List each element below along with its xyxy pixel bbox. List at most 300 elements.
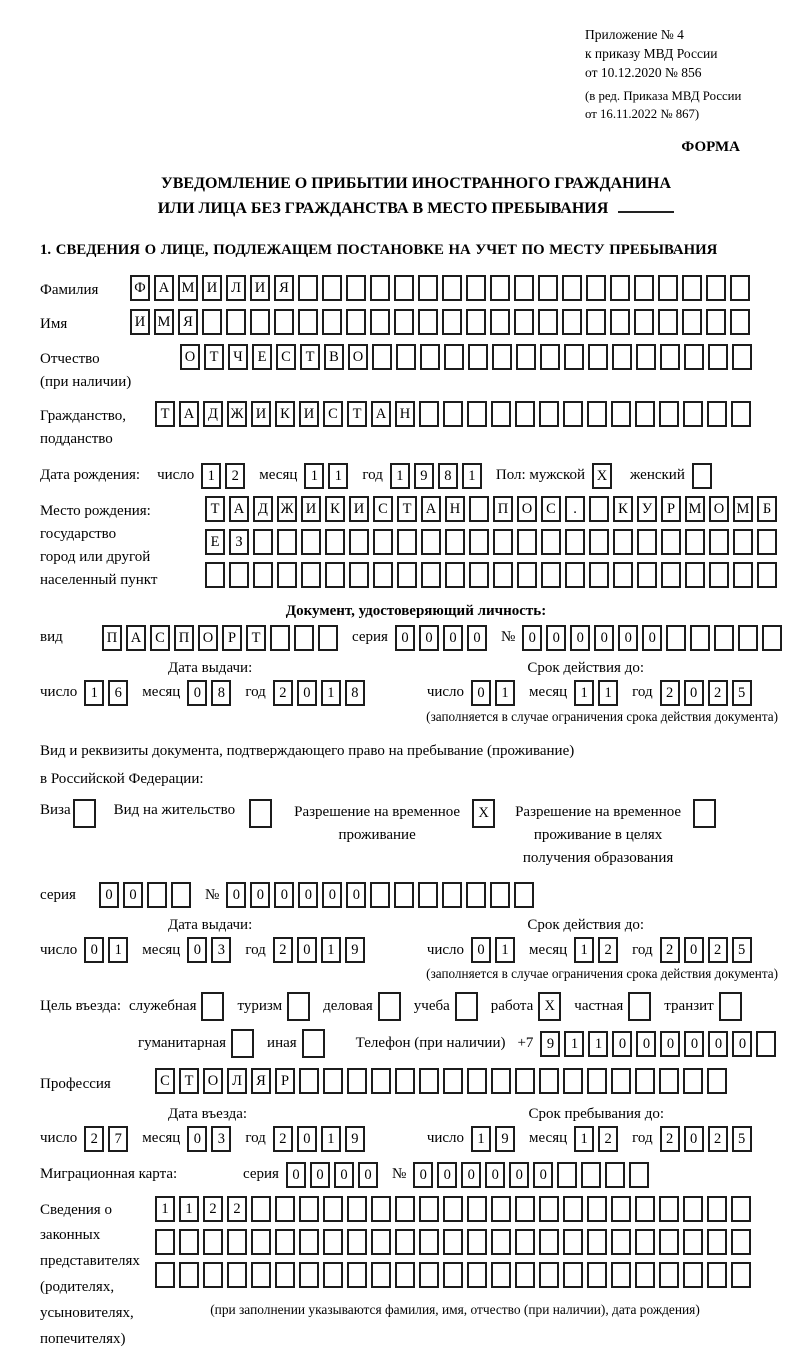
- char-cell[interactable]: [346, 275, 366, 301]
- char-cell[interactable]: 1: [598, 680, 618, 706]
- char-cell[interactable]: И: [251, 401, 271, 427]
- char-cell[interactable]: [397, 529, 417, 555]
- char-cell[interactable]: 2: [708, 1126, 728, 1152]
- char-cell[interactable]: [349, 562, 369, 588]
- char-cell[interactable]: С: [373, 496, 393, 522]
- char-cell[interactable]: [757, 562, 777, 588]
- char-cell[interactable]: 0: [123, 882, 143, 908]
- char-cell[interactable]: [709, 562, 729, 588]
- char-cell[interactable]: 0: [522, 625, 542, 651]
- char-cell[interactable]: [692, 463, 712, 489]
- char-cell[interactable]: Д: [253, 496, 273, 522]
- char-cell[interactable]: [610, 309, 630, 335]
- char-cell[interactable]: 0: [437, 1162, 457, 1188]
- char-cell[interactable]: Т: [155, 401, 175, 427]
- char-cell[interactable]: [299, 1262, 319, 1288]
- char-cell[interactable]: [515, 1068, 535, 1094]
- char-cell[interactable]: Т: [397, 496, 417, 522]
- char-cell[interactable]: [562, 275, 582, 301]
- char-cell[interactable]: [635, 1262, 655, 1288]
- char-cell[interactable]: [203, 1262, 223, 1288]
- char-cell[interactable]: А: [154, 275, 174, 301]
- char-cell[interactable]: [587, 1262, 607, 1288]
- char-cell[interactable]: [443, 1196, 463, 1222]
- char-cell[interactable]: [251, 1262, 271, 1288]
- char-cell[interactable]: Т: [300, 344, 320, 370]
- char-cell[interactable]: [514, 275, 534, 301]
- char-cell[interactable]: И: [250, 275, 270, 301]
- char-cell[interactable]: [491, 1196, 511, 1222]
- char-cell[interactable]: 0: [684, 1031, 704, 1057]
- char-cell[interactable]: [420, 344, 440, 370]
- char-cell[interactable]: С: [276, 344, 296, 370]
- char-cell[interactable]: 3: [211, 1126, 231, 1152]
- char-cell[interactable]: А: [421, 496, 441, 522]
- char-cell[interactable]: [540, 344, 560, 370]
- char-cell[interactable]: [275, 1229, 295, 1255]
- char-cell[interactable]: [612, 344, 632, 370]
- char-cell[interactable]: 2: [227, 1196, 247, 1222]
- char-cell[interactable]: 0: [708, 1031, 728, 1057]
- char-cell[interactable]: [370, 309, 390, 335]
- char-cell[interactable]: 0: [594, 625, 614, 651]
- char-cell[interactable]: 0: [546, 625, 566, 651]
- char-cell[interactable]: X: [472, 799, 495, 828]
- char-cell[interactable]: [227, 1229, 247, 1255]
- char-cell[interactable]: 0: [187, 937, 207, 963]
- char-cell[interactable]: О: [180, 344, 200, 370]
- char-cell[interactable]: 1: [390, 463, 410, 489]
- char-cell[interactable]: [539, 401, 559, 427]
- char-cell[interactable]: 0: [250, 882, 270, 908]
- char-cell[interactable]: [299, 1068, 319, 1094]
- char-cell[interactable]: 0: [346, 882, 366, 908]
- char-cell[interactable]: [466, 275, 486, 301]
- char-cell[interactable]: 2: [225, 463, 245, 489]
- char-cell[interactable]: [444, 344, 464, 370]
- char-cell[interactable]: [318, 625, 338, 651]
- char-cell[interactable]: Т: [246, 625, 266, 651]
- char-cell[interactable]: [611, 1068, 631, 1094]
- char-cell[interactable]: 0: [419, 625, 439, 651]
- char-cell[interactable]: [517, 562, 537, 588]
- char-cell[interactable]: А: [229, 496, 249, 522]
- char-cell[interactable]: [666, 625, 686, 651]
- char-cell[interactable]: [683, 1196, 703, 1222]
- char-cell[interactable]: [299, 1196, 319, 1222]
- char-cell[interactable]: [731, 1262, 751, 1288]
- char-cell[interactable]: У: [637, 496, 657, 522]
- char-cell[interactable]: [491, 401, 511, 427]
- char-cell[interactable]: Ж: [227, 401, 247, 427]
- char-cell[interactable]: 0: [413, 1162, 433, 1188]
- char-cell[interactable]: [370, 275, 390, 301]
- char-cell[interactable]: [373, 562, 393, 588]
- char-cell[interactable]: И: [299, 401, 319, 427]
- char-cell[interactable]: [323, 1196, 343, 1222]
- char-cell[interactable]: 5: [732, 1126, 752, 1152]
- char-cell[interactable]: [683, 1262, 703, 1288]
- char-cell[interactable]: X: [592, 463, 612, 489]
- char-cell[interactable]: [587, 1068, 607, 1094]
- char-cell[interactable]: [347, 1068, 367, 1094]
- char-cell[interactable]: 0: [298, 882, 318, 908]
- char-cell[interactable]: И: [202, 275, 222, 301]
- char-cell[interactable]: [203, 1229, 223, 1255]
- char-cell[interactable]: 9: [414, 463, 434, 489]
- char-cell[interactable]: [205, 562, 225, 588]
- char-cell[interactable]: [660, 344, 680, 370]
- char-cell[interactable]: 0: [660, 1031, 680, 1057]
- char-cell[interactable]: [563, 1068, 583, 1094]
- char-cell[interactable]: [539, 1196, 559, 1222]
- char-cell[interactable]: [395, 1229, 415, 1255]
- char-cell[interactable]: С: [155, 1068, 175, 1094]
- char-cell[interactable]: [707, 1262, 727, 1288]
- char-cell[interactable]: [731, 1196, 751, 1222]
- char-cell[interactable]: [394, 309, 414, 335]
- char-cell[interactable]: 0: [395, 625, 415, 651]
- char-cell[interactable]: 1: [321, 680, 341, 706]
- char-cell[interactable]: [396, 344, 416, 370]
- char-cell[interactable]: 0: [485, 1162, 505, 1188]
- char-cell[interactable]: 0: [684, 680, 704, 706]
- char-cell[interactable]: М: [733, 496, 753, 522]
- char-cell[interactable]: П: [174, 625, 194, 651]
- char-cell[interactable]: 0: [570, 625, 590, 651]
- char-cell[interactable]: [587, 1229, 607, 1255]
- char-cell[interactable]: К: [325, 496, 345, 522]
- char-cell[interactable]: [251, 1229, 271, 1255]
- char-cell[interactable]: [611, 1229, 631, 1255]
- char-cell[interactable]: [469, 496, 489, 522]
- char-cell[interactable]: [493, 562, 513, 588]
- char-cell[interactable]: 1: [462, 463, 482, 489]
- char-cell[interactable]: [469, 562, 489, 588]
- char-cell[interactable]: [541, 562, 561, 588]
- char-cell[interactable]: 1: [495, 937, 515, 963]
- char-cell[interactable]: [732, 344, 752, 370]
- char-cell[interactable]: [299, 1229, 319, 1255]
- char-cell[interactable]: [709, 529, 729, 555]
- char-cell[interactable]: [514, 882, 534, 908]
- char-cell[interactable]: 7: [108, 1126, 128, 1152]
- char-cell[interactable]: [179, 1229, 199, 1255]
- char-cell[interactable]: [714, 625, 734, 651]
- char-cell[interactable]: 1: [179, 1196, 199, 1222]
- char-cell[interactable]: К: [613, 496, 633, 522]
- char-cell[interactable]: [445, 529, 465, 555]
- char-cell[interactable]: [682, 309, 702, 335]
- char-cell[interactable]: 0: [471, 937, 491, 963]
- char-cell[interactable]: 1: [108, 937, 128, 963]
- char-cell[interactable]: [325, 529, 345, 555]
- char-cell[interactable]: 1: [564, 1031, 584, 1057]
- char-cell[interactable]: 5: [732, 937, 752, 963]
- char-cell[interactable]: М: [178, 275, 198, 301]
- char-cell[interactable]: Б: [757, 496, 777, 522]
- char-cell[interactable]: [325, 562, 345, 588]
- char-cell[interactable]: 0: [84, 937, 104, 963]
- char-cell[interactable]: [565, 529, 585, 555]
- char-cell[interactable]: [372, 344, 392, 370]
- char-cell[interactable]: [589, 496, 609, 522]
- char-cell[interactable]: 0: [286, 1162, 306, 1188]
- char-cell[interactable]: [490, 275, 510, 301]
- char-cell[interactable]: [587, 1196, 607, 1222]
- char-cell[interactable]: [323, 1068, 343, 1094]
- char-cell[interactable]: [275, 1262, 295, 1288]
- char-cell[interactable]: [226, 309, 246, 335]
- char-cell[interactable]: [706, 275, 726, 301]
- char-cell[interactable]: [270, 625, 290, 651]
- char-cell[interactable]: [347, 1262, 367, 1288]
- char-cell[interactable]: 6: [108, 680, 128, 706]
- char-cell[interactable]: [455, 992, 478, 1021]
- char-cell[interactable]: Р: [661, 496, 681, 522]
- char-cell[interactable]: 8: [345, 680, 365, 706]
- char-cell[interactable]: [685, 529, 705, 555]
- char-cell[interactable]: 9: [345, 937, 365, 963]
- char-cell[interactable]: [394, 275, 414, 301]
- char-cell[interactable]: [421, 529, 441, 555]
- char-cell[interactable]: [371, 1196, 391, 1222]
- char-cell[interactable]: [684, 344, 704, 370]
- char-cell[interactable]: [563, 1196, 583, 1222]
- char-cell[interactable]: [347, 1229, 367, 1255]
- char-cell[interactable]: [322, 309, 342, 335]
- char-cell[interactable]: 1: [471, 1126, 491, 1152]
- char-cell[interactable]: И: [349, 496, 369, 522]
- char-cell[interactable]: [370, 882, 390, 908]
- char-cell[interactable]: Р: [222, 625, 242, 651]
- char-cell[interactable]: [562, 309, 582, 335]
- char-cell[interactable]: [229, 562, 249, 588]
- char-cell[interactable]: 0: [358, 1162, 378, 1188]
- char-cell[interactable]: Н: [445, 496, 465, 522]
- char-cell[interactable]: 2: [598, 1126, 618, 1152]
- char-cell[interactable]: В: [324, 344, 344, 370]
- char-cell[interactable]: 5: [732, 680, 752, 706]
- char-cell[interactable]: [419, 1229, 439, 1255]
- char-cell[interactable]: [302, 1029, 325, 1058]
- char-cell[interactable]: [492, 344, 512, 370]
- char-cell[interactable]: 9: [495, 1126, 515, 1152]
- char-cell[interactable]: [467, 1196, 487, 1222]
- char-cell[interactable]: [538, 309, 558, 335]
- char-cell[interactable]: [275, 1196, 295, 1222]
- char-cell[interactable]: О: [203, 1068, 223, 1094]
- char-cell[interactable]: 9: [540, 1031, 560, 1057]
- char-cell[interactable]: 1: [574, 680, 594, 706]
- char-cell[interactable]: [171, 882, 191, 908]
- char-cell[interactable]: [418, 309, 438, 335]
- char-cell[interactable]: 0: [297, 1126, 317, 1152]
- char-cell[interactable]: [730, 275, 750, 301]
- char-cell[interactable]: [613, 562, 633, 588]
- char-cell[interactable]: [373, 529, 393, 555]
- char-cell[interactable]: М: [685, 496, 705, 522]
- char-cell[interactable]: 1: [321, 1126, 341, 1152]
- char-cell[interactable]: 1: [328, 463, 348, 489]
- char-cell[interactable]: 2: [708, 937, 728, 963]
- char-cell[interactable]: [155, 1229, 175, 1255]
- char-cell[interactable]: 0: [509, 1162, 529, 1188]
- char-cell[interactable]: [253, 529, 273, 555]
- char-cell[interactable]: [693, 799, 716, 828]
- char-cell[interactable]: [298, 275, 318, 301]
- char-cell[interactable]: [685, 562, 705, 588]
- char-cell[interactable]: [514, 309, 534, 335]
- char-cell[interactable]: [287, 992, 310, 1021]
- char-cell[interactable]: [659, 1229, 679, 1255]
- char-cell[interactable]: [563, 401, 583, 427]
- char-cell[interactable]: [757, 529, 777, 555]
- char-cell[interactable]: 1: [304, 463, 324, 489]
- char-cell[interactable]: [563, 1229, 583, 1255]
- char-cell[interactable]: [394, 882, 414, 908]
- char-cell[interactable]: Т: [179, 1068, 199, 1094]
- char-cell[interactable]: 1: [588, 1031, 608, 1057]
- char-cell[interactable]: П: [102, 625, 122, 651]
- char-cell[interactable]: [661, 562, 681, 588]
- char-cell[interactable]: [179, 1262, 199, 1288]
- char-cell[interactable]: [517, 529, 537, 555]
- char-cell[interactable]: [659, 1068, 679, 1094]
- char-cell[interactable]: [491, 1068, 511, 1094]
- char-cell[interactable]: [277, 529, 297, 555]
- char-cell[interactable]: [589, 529, 609, 555]
- char-cell[interactable]: [541, 529, 561, 555]
- char-cell[interactable]: С: [541, 496, 561, 522]
- char-cell[interactable]: [466, 882, 486, 908]
- char-cell[interactable]: [637, 562, 657, 588]
- char-cell[interactable]: [731, 1229, 751, 1255]
- char-cell[interactable]: [661, 529, 681, 555]
- char-cell[interactable]: [635, 1068, 655, 1094]
- char-cell[interactable]: [443, 1262, 463, 1288]
- char-cell[interactable]: [442, 309, 462, 335]
- char-cell[interactable]: О: [709, 496, 729, 522]
- char-cell[interactable]: [611, 401, 631, 427]
- char-cell[interactable]: [443, 401, 463, 427]
- char-cell[interactable]: [201, 992, 224, 1021]
- char-cell[interactable]: 2: [273, 937, 293, 963]
- char-cell[interactable]: 8: [211, 680, 231, 706]
- char-cell[interactable]: И: [301, 496, 321, 522]
- char-cell[interactable]: О: [348, 344, 368, 370]
- char-cell[interactable]: [250, 309, 270, 335]
- char-cell[interactable]: [397, 562, 417, 588]
- char-cell[interactable]: 8: [438, 463, 458, 489]
- char-cell[interactable]: [515, 1229, 535, 1255]
- char-cell[interactable]: 0: [226, 882, 246, 908]
- char-cell[interactable]: [443, 1068, 463, 1094]
- char-cell[interactable]: Е: [252, 344, 272, 370]
- char-cell[interactable]: [586, 309, 606, 335]
- char-cell[interactable]: [442, 882, 462, 908]
- char-cell[interactable]: [581, 1162, 601, 1188]
- char-cell[interactable]: [395, 1196, 415, 1222]
- char-cell[interactable]: 2: [708, 680, 728, 706]
- char-cell[interactable]: [419, 401, 439, 427]
- char-cell[interactable]: [371, 1262, 391, 1288]
- char-cell[interactable]: О: [198, 625, 218, 651]
- char-cell[interactable]: 0: [612, 1031, 632, 1057]
- char-cell[interactable]: [323, 1229, 343, 1255]
- char-cell[interactable]: 2: [660, 937, 680, 963]
- char-cell[interactable]: 2: [84, 1126, 104, 1152]
- char-cell[interactable]: [733, 529, 753, 555]
- char-cell[interactable]: [635, 1229, 655, 1255]
- char-cell[interactable]: 0: [322, 882, 342, 908]
- char-cell[interactable]: 0: [467, 625, 487, 651]
- char-cell[interactable]: [659, 401, 679, 427]
- char-cell[interactable]: [322, 275, 342, 301]
- char-cell[interactable]: 0: [274, 882, 294, 908]
- char-cell[interactable]: О: [517, 496, 537, 522]
- char-cell[interactable]: 0: [187, 680, 207, 706]
- char-cell[interactable]: [347, 1196, 367, 1222]
- char-cell[interactable]: 1: [155, 1196, 175, 1222]
- char-cell[interactable]: [294, 625, 314, 651]
- char-cell[interactable]: [418, 275, 438, 301]
- char-cell[interactable]: Ч: [228, 344, 248, 370]
- char-cell[interactable]: 0: [310, 1162, 330, 1188]
- char-cell[interactable]: [683, 1068, 703, 1094]
- char-cell[interactable]: [756, 1031, 776, 1057]
- char-cell[interactable]: [323, 1262, 343, 1288]
- char-cell[interactable]: [251, 1196, 271, 1222]
- char-cell[interactable]: [628, 992, 651, 1021]
- char-cell[interactable]: 2: [203, 1196, 223, 1222]
- char-cell[interactable]: 0: [618, 625, 638, 651]
- char-cell[interactable]: 0: [334, 1162, 354, 1188]
- char-cell[interactable]: Л: [226, 275, 246, 301]
- char-cell[interactable]: [277, 562, 297, 588]
- char-cell[interactable]: [634, 275, 654, 301]
- char-cell[interactable]: М: [154, 309, 174, 335]
- char-cell[interactable]: [610, 275, 630, 301]
- char-cell[interactable]: 0: [636, 1031, 656, 1057]
- char-cell[interactable]: А: [126, 625, 146, 651]
- char-cell[interactable]: [516, 344, 536, 370]
- char-cell[interactable]: [708, 344, 728, 370]
- char-cell[interactable]: [395, 1068, 415, 1094]
- char-cell[interactable]: 3: [211, 937, 231, 963]
- char-cell[interactable]: [346, 309, 366, 335]
- char-cell[interactable]: [613, 529, 633, 555]
- char-cell[interactable]: [202, 309, 222, 335]
- char-cell[interactable]: 1: [84, 680, 104, 706]
- char-cell[interactable]: 1: [574, 937, 594, 963]
- char-cell[interactable]: [659, 1196, 679, 1222]
- char-cell[interactable]: С: [323, 401, 343, 427]
- char-cell[interactable]: [690, 625, 710, 651]
- char-cell[interactable]: [491, 1229, 511, 1255]
- char-cell[interactable]: 2: [660, 680, 680, 706]
- char-cell[interactable]: [539, 1068, 559, 1094]
- char-cell[interactable]: [231, 1029, 254, 1058]
- char-cell[interactable]: Я: [251, 1068, 271, 1094]
- char-cell[interactable]: 0: [533, 1162, 553, 1188]
- char-cell[interactable]: [515, 1196, 535, 1222]
- char-cell[interactable]: [636, 344, 656, 370]
- char-cell[interactable]: [706, 309, 726, 335]
- char-cell[interactable]: [587, 401, 607, 427]
- char-cell[interactable]: [738, 625, 758, 651]
- char-cell[interactable]: [557, 1162, 577, 1188]
